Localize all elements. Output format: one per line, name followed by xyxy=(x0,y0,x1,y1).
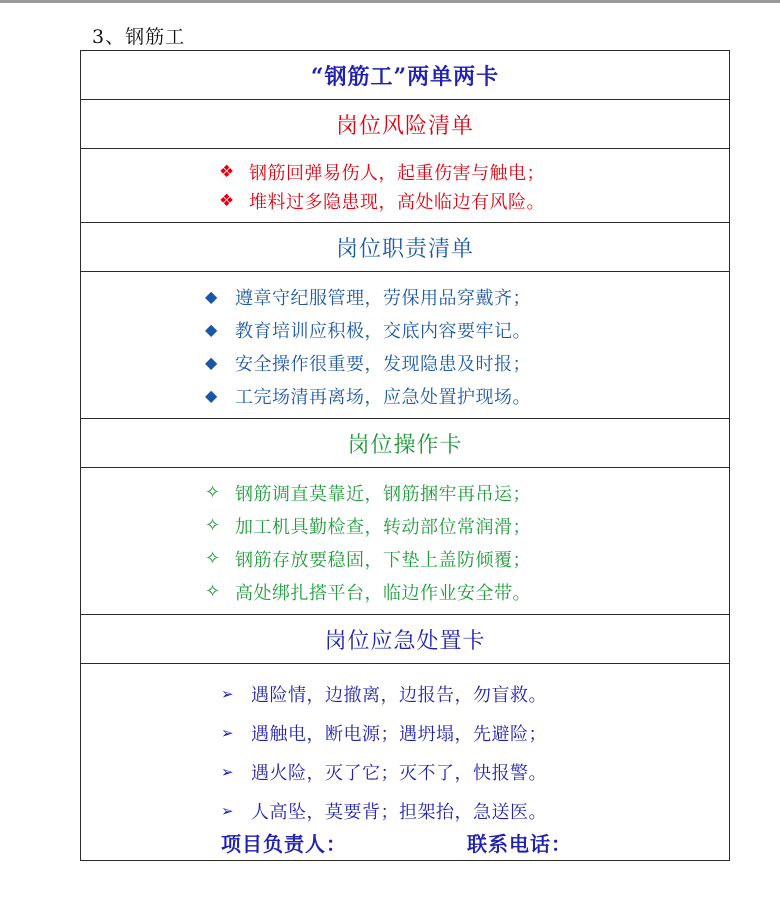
four-point-star-icon: ✧ xyxy=(205,482,221,503)
emergency-item-text: 遇险情，边撤离，边报告，勿盲救。 xyxy=(251,684,547,706)
list-item xyxy=(205,542,729,575)
emergency-card-heading: 岗位应急处置卡 xyxy=(81,615,729,664)
four-petal-diamond-icon: ❖ xyxy=(219,190,235,211)
emergency-list xyxy=(221,674,729,830)
risk-list-heading: 岗位风险清单 xyxy=(81,100,729,149)
contact-footer xyxy=(221,828,729,857)
duty-item-text: 教育培训应积极，交底内容要牢记。 xyxy=(235,320,531,342)
operation-list xyxy=(205,476,729,608)
list-item xyxy=(219,157,729,186)
two-lists-two-cards-table xyxy=(80,50,730,861)
operation-item-text: 钢筋存放要稳固，下垫上盖防倾覆； xyxy=(235,549,531,571)
solid-diamond-icon: ◆ xyxy=(205,386,218,405)
risk-item-text: 钢筋回弹易伤人，起重伤害与触电； xyxy=(249,162,545,184)
list-item xyxy=(219,186,729,215)
arrowhead-icon: ➢ xyxy=(221,723,235,742)
emergency-item-text: 人高坠，莫要背；担架抬，急送医。 xyxy=(251,801,547,823)
list-item xyxy=(205,476,729,509)
emergency-item-text: 遇触电，断电源；遇坍塌，先避险； xyxy=(251,723,547,745)
operation-item-text: 高处绑扎搭平台，临边作业安全带。 xyxy=(235,582,531,604)
operation-card-heading: 岗位操作卡 xyxy=(81,419,729,468)
card-title: “钢筋工”两单两卡 xyxy=(81,51,729,100)
arrowhead-icon: ➢ xyxy=(221,801,235,820)
list-item xyxy=(205,346,729,379)
list-item xyxy=(221,713,729,752)
four-petal-diamond-icon: ❖ xyxy=(219,161,235,182)
list-item xyxy=(205,575,729,608)
list-item xyxy=(221,752,729,791)
risk-list xyxy=(219,157,729,215)
operation-item-text: 钢筋调直莫靠近，钢筋捆牢再吊运； xyxy=(235,483,531,505)
list-item xyxy=(221,791,729,830)
contact-phone-label: 联系电话： xyxy=(467,832,572,856)
page-top-border xyxy=(0,0,780,3)
section-heading: 3、钢筋工 xyxy=(92,26,186,48)
duty-list xyxy=(205,280,729,412)
operation-item-text: 加工机具勤检查，转动部位常润滑； xyxy=(235,516,531,538)
four-point-star-icon: ✧ xyxy=(205,548,221,569)
duty-item-text: 安全操作很重要，发现隐患及时报； xyxy=(235,353,531,375)
duty-item-text: 工完场清再离场，应急处置护现场。 xyxy=(235,386,531,408)
list-item xyxy=(205,379,729,412)
duty-list-heading: 岗位职责清单 xyxy=(81,223,729,272)
arrowhead-icon: ➢ xyxy=(221,762,235,781)
risk-item-text: 堆料过多隐患现，高处临边有风险。 xyxy=(249,191,545,213)
emergency-item-text: 遇火险，灭了它；灭不了，快报警。 xyxy=(251,762,547,784)
solid-diamond-icon: ◆ xyxy=(205,320,218,339)
list-item xyxy=(205,280,729,313)
list-item xyxy=(205,509,729,542)
operation-card-body xyxy=(81,468,729,615)
four-point-star-icon: ✧ xyxy=(205,581,221,602)
arrowhead-icon: ➢ xyxy=(221,684,235,703)
duty-list-body xyxy=(81,272,729,419)
four-point-star-icon: ✧ xyxy=(205,515,221,536)
project-manager-label: 项目负责人： xyxy=(221,832,347,856)
list-item xyxy=(205,313,729,346)
risk-list-body xyxy=(81,149,729,223)
list-item xyxy=(221,674,729,713)
solid-diamond-icon: ◆ xyxy=(205,287,218,306)
emergency-card-body xyxy=(81,664,729,860)
duty-item-text: 遵章守纪服管理，劳保用品穿戴齐； xyxy=(235,287,531,309)
solid-diamond-icon: ◆ xyxy=(205,353,218,372)
